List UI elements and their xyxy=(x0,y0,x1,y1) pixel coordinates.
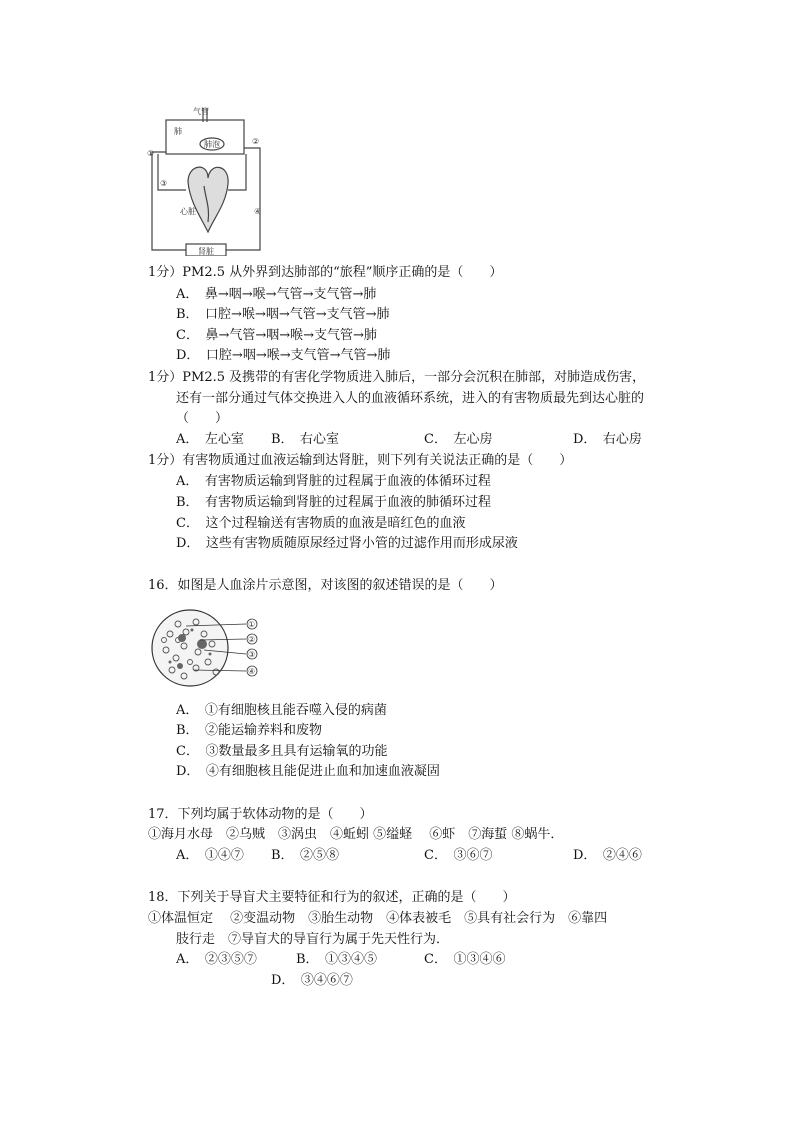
q13-option-b: B． 口腔→喉→咽→气管→支气管→肺 xyxy=(176,307,390,322)
q17-option-b: B． ②⑤⑧ xyxy=(271,848,340,863)
q14-stem-line3: （ ） xyxy=(176,411,229,426)
label-num-2: ② xyxy=(252,137,260,146)
q18-option-b: B． ①③④⑤ xyxy=(296,952,378,967)
q13-option-a: A． 鼻→咽→喉→气管→支气管→肺 xyxy=(176,287,377,302)
q18-option-a: A． ②③⑤⑦ xyxy=(176,952,257,967)
q14-option-b: B． 右心室 xyxy=(271,432,340,447)
q15-option-d: D． 这些有害物质随原尿经过肾小管的过滤作用而形成尿液 xyxy=(176,536,518,551)
q18-items-line2: 肢行走 ⑦导盲犬的导盲行为属于先天性行为． xyxy=(176,932,450,947)
q15-option-b: B． 有害物质运输到肾脏的过程属于血液的肺循环过程 xyxy=(176,495,492,510)
q16-option-b: B． ②能运输养料和废物 xyxy=(176,723,323,738)
q13-option-d: D． 口腔→咽→喉→支气管→气管→肺 xyxy=(176,348,391,363)
q13-option-c: C． 鼻→气管→咽→喉→支气管→肺 xyxy=(176,328,377,343)
label-num-3: ③ xyxy=(160,179,168,188)
q16-option-d: D． ④有细胞核且能促进止血和加速血液凝固 xyxy=(176,764,440,779)
label-kidney: 肾脏 xyxy=(198,247,214,256)
q14-stem-line2: 还有一部分通过气体交换进入人的血液循环系统，进入的有害物质最先到达心脏的 xyxy=(176,391,645,406)
q18-option-c: C． ①③④⑥ xyxy=(424,952,506,967)
q18-stem: 18．下列关于导盲犬主要特征和行为的叙述，正确的是（ ） xyxy=(148,890,516,905)
q13-stem: 1分）PM2.5 从外界到达肺部的“旅程”顺序正确的是（ ） xyxy=(148,265,503,280)
q15-option-a: A． 有害物质运输到肾脏的过程属于血液的体循环过程 xyxy=(176,474,491,489)
label-alveoli: 肺泡 xyxy=(204,140,220,149)
label-heart: 心脏 xyxy=(180,207,196,216)
q17-items: ①海月水母 ②乌贼 ③涡虫 ④蚯蚓 ⑤缢蛏 ⑥虾 ⑦海蜇 ⑧蜗牛． xyxy=(148,827,564,842)
smear-label-2: ② xyxy=(248,635,256,644)
q14-option-a: A． 左心室 xyxy=(176,432,244,447)
label-lung: 肺 xyxy=(174,127,182,136)
q18-items-line1: ①体温恒定 ②变温动物 ③胎生动物 ④体表被毛 ⑤具有社会行为 ⑥靠四 xyxy=(148,911,608,926)
q14-option-d: D． 右心房 xyxy=(573,432,642,447)
q15-option-c: C． 这个过程输送有害物质的血液是暗红色的血液 xyxy=(176,516,466,531)
label-num-4: ④ xyxy=(254,207,262,216)
q14-stem-line1: 1分）PM2.5 及携带的有害化学物质进入肺后，一部分会沉积在肺部，对肺造成伤害， xyxy=(148,370,646,385)
smear-label-1: ① xyxy=(248,620,256,629)
q16-option-a: A． ①有细胞核且能吞噬入侵的病菌 xyxy=(176,703,387,718)
q17-option-c: C． ③⑥⑦ xyxy=(424,848,493,863)
blood-smear-diagram xyxy=(150,606,262,692)
label-trachea: 气管 xyxy=(193,107,209,116)
smear-label-3: ③ xyxy=(248,650,256,659)
q15-stem: 1分）有害物质通过血液运输到达肾脏，则下列有关说法正确的是（ ） xyxy=(148,453,573,468)
q16-option-c: C． ③数量最多且具有运输氧的功能 xyxy=(176,744,388,759)
circulation-diagram xyxy=(146,104,266,256)
q18-option-d: D． ③④⑥⑦ xyxy=(271,973,353,988)
q17-option-a: A． ①④⑦ xyxy=(176,848,244,863)
q17-option-d: D． ②④⑥ xyxy=(573,848,642,863)
q16-stem: 16．如图是人血涂片示意图，对该图的叙述错误的是（ ） xyxy=(148,578,503,593)
q17-stem: 17．下列均属于软体动物的是（ ） xyxy=(148,807,373,822)
label-num-1: ① xyxy=(147,149,155,158)
smear-label-4: ④ xyxy=(248,667,256,676)
q14-option-c: C． 左心房 xyxy=(424,432,493,447)
